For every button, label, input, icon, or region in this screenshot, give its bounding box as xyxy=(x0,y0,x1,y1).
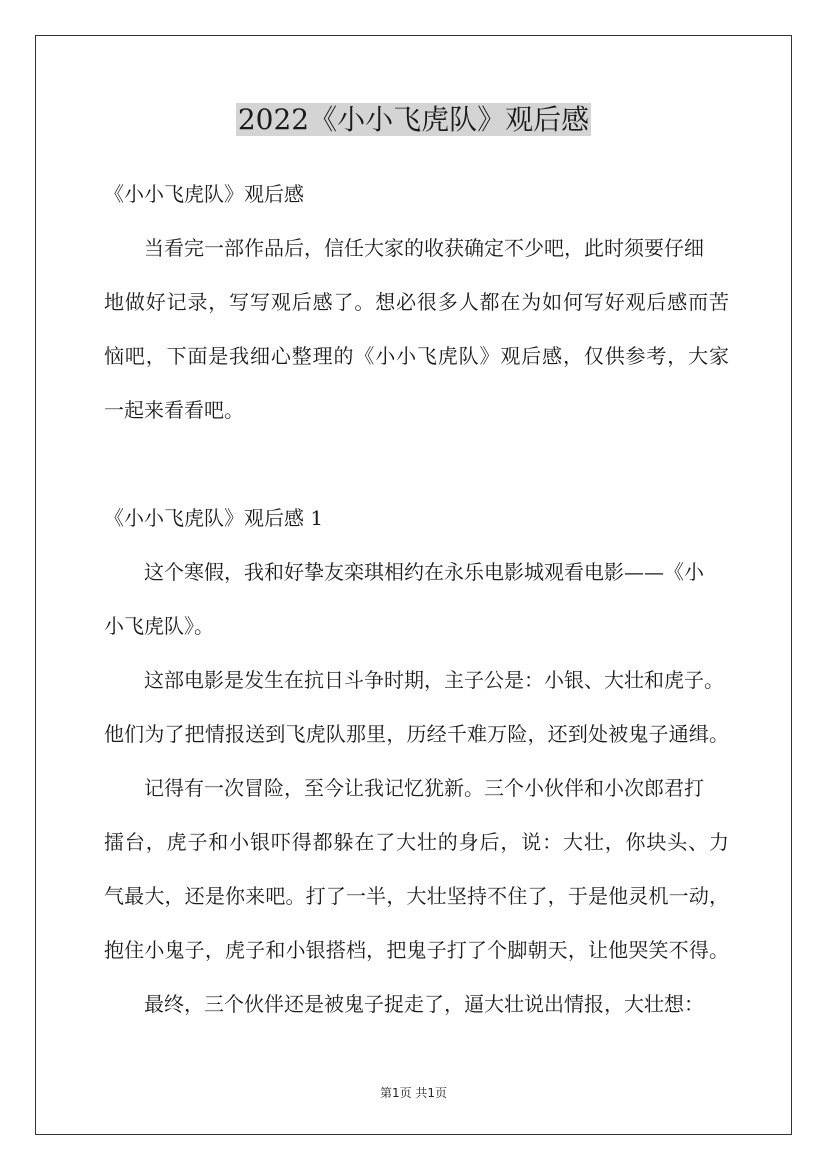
page-number: 第1页 共1页 xyxy=(379,1086,448,1100)
paragraph-line: 气最大，还是你来吧。打了一半，大壮坚持不住了，于是他灵机一动， xyxy=(104,884,729,908)
page-footer xyxy=(0,1085,827,1101)
paragraph-line: 当看完一部作品后，信任大家的收获确定不少吧，此时须要仔细 xyxy=(144,236,704,260)
section-heading: 《小小飞虎队》观后感 1 xyxy=(104,506,324,530)
section-heading: 《小小飞虎队》观后感 xyxy=(104,182,304,206)
paragraph-line: 这个寒假，我和好挚友栾琪相约在永乐电影城观看电影——《小 xyxy=(144,560,704,584)
paragraph-line: 最终，三个伙伴还是被鬼子捉走了，逼大壮说出情报，大壮想： xyxy=(144,992,704,1016)
paragraph-line: 小飞虎队》。 xyxy=(104,614,214,638)
paragraph-line: 记得有一次冒险，至今让我记忆犹新。三个小伙伴和小次郎君打 xyxy=(144,776,704,800)
document-title xyxy=(0,100,827,140)
paragraph-line: 他们为了把情报送到飞虎队那里，历经千难万险，还到处被鬼子通缉。 xyxy=(104,722,729,746)
paragraph-line: 抱住小鬼子，虎子和小银搭档，把鬼子打了个脚朝天，让他哭笑不得。 xyxy=(104,938,729,962)
document-title-text: 2022《小小飞虎队》观后感 xyxy=(237,103,590,136)
paragraph-line: 一起来看看吧。 xyxy=(104,398,244,422)
paragraph-line: 恼吧，下面是我细心整理的《小小飞虎队》观后感，仅供参考，大家 xyxy=(104,344,729,368)
paragraph-line: 擂台，虎子和小银吓得都躲在了大壮的身后，说：大壮，你块头、力 xyxy=(104,830,729,854)
paragraph-line: 这部电影是发生在抗日斗争时期，主子公是：小银、大壮和虎子。 xyxy=(144,668,724,692)
paragraph-line: 地做好记录，写写观后感了。想必很多人都在为如何写好观后感而苦 xyxy=(104,290,729,314)
